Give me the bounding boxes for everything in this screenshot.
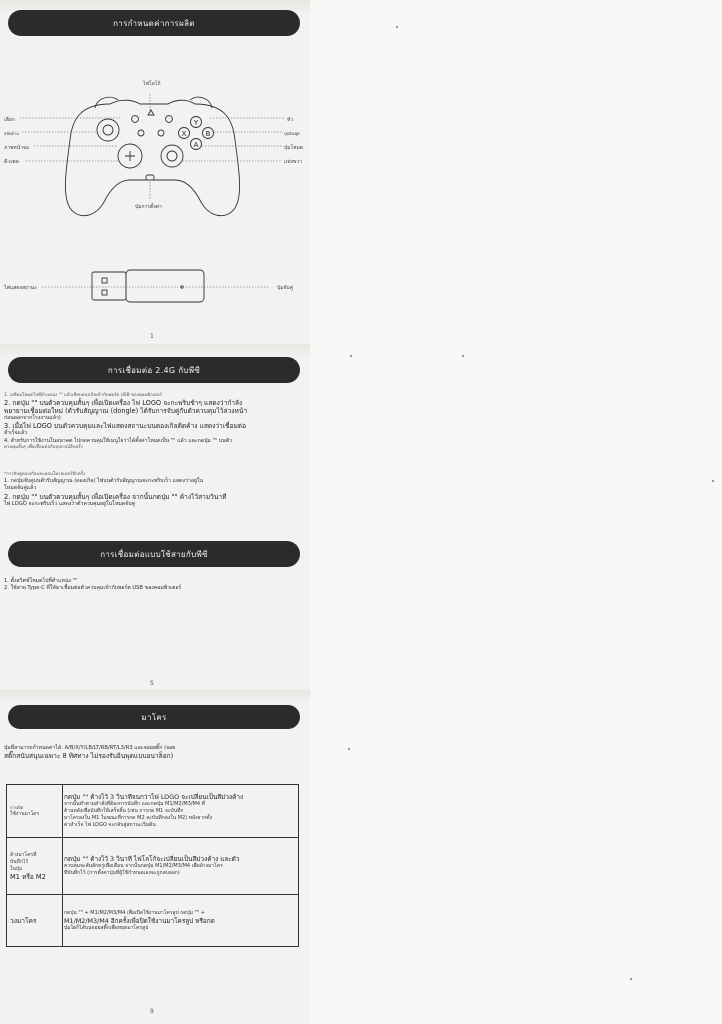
instruction-line: 4. สำหรับการใช้งานในอนาคต ไปกดควบคุมให้เมนูใจว่าได้ตั้งค่าโหมดเป็น "" แล้ว และกดปุ่ม "" บนตัว [4,437,233,444]
select-label: เลือก [4,117,15,123]
b-button[interactable]: B [205,130,211,138]
repair-line: ไฟ LOGO จะกะพริบเร็ว แสดงว่าตัวควบคุมอยู่ในโหมดจับคู่ [4,500,135,507]
repair-line: 1. กดปุ่มจับคู่บนตัวรับสัญญาณ (ดองเกิล) ไฟบนตัวรับสัญญาณจะกะพริบเร็ว แสดงว่าอยู่ใน [4,478,204,484]
scan-speck [462,355,464,357]
macro-table [6,784,299,947]
instruction-line: ก่อนออกจากโรงงานแล้ว) [4,415,61,421]
page-number: 9 [150,1008,154,1015]
input-button-label: ปุ่มอินพุต [284,131,300,136]
scan-speck [630,978,632,980]
repair-line: โหมดจับคู่แล้ว [4,485,37,492]
table-row [7,785,298,838]
section-title-production-config: การกำหนดค่าการผลิต [8,10,300,36]
pair-button-label: ปุ่มจับคู่ [277,285,293,291]
section-title-wired-pc: การเชื่อมต่อแบบใช้สายกับพีซี [8,541,300,567]
macro-intro [4,745,300,760]
scan-speck [396,26,398,28]
controller-diagram [0,70,310,300]
section2-repair [4,472,300,508]
instruction-line: 1. ตั้งสวิตช์โหมดไปที่ตำแหน่ง "" [4,578,78,584]
head-label: หัว [287,117,294,123]
section-title-macro: มาโคร [8,705,300,729]
page-fold [0,344,310,358]
settings-button-label: ปุ่มการตั้งค่า [135,204,162,210]
right-stick-label: แท่งขวา [284,159,302,165]
instruction-line: ควบคุมสั้นๆ เพื่อเชื่อมต่อกับอุปกรณ์อีกครั้ง [4,445,83,451]
table-row [7,895,298,946]
row-content: กดปุ่ม "" + M1/M2/M3/M4 เพื่อเปิดใช้งานมาโครลูป กดปุ่ม "" + M1/M2/M3/M4 อีกครั้งเพื่อปิดใช้งานมาโครลูป หรือกด ปุ่มใดก็ได้บนจอยสติ๊กเพื่อหยุดมาโครลูป [64,909,215,931]
table-row [7,838,298,895]
instruction-line: 2. ใช้สาย Type-C ที่ให้มาเชื่อมต่อตัวควบคุมเข้ากับพอร์ต USB ของคอมพิวเตอร์ [4,585,182,592]
repair-line: 2. กดปุ่ม "" บนตัวควบคุมสั้นๆ เพื่อเปิดเครื่อง จากนั้นกดปุ่ม "" ค้างไว้สามวินาที [4,492,227,501]
mode-button-label: ปุ่มโหมด [284,145,303,151]
row-content: กดปุ่ม "" ค้างไว้ 3 วินาทีจนกว่าไฟ LOGO จะเปลี่ยนเป็นสีม่วงค้าง จากนั้นทำตามคำสั่งที่ต้องการบันทึก และกดปุ่ม M1/M2/M3/M4 ที่ ด้านหลังเพื่อบันทึกให้เสร็จสิ้น (เช่น การกด M1 จะบันทึก มาโครลงใน M1 ในขณะที่การกด M2 จะบันทึกลงใน M2) หลังจากตั้ง ค่าสำเร็จ ไฟ LOGO จะกลับสู่สถานะเริ่มต้น [64,793,244,828]
macro-intro-line: สติ๊กสนับสนุนเฉพาะ 8 ทิศทาง ไม่รองรับอินพุตแบบอนาล็อก) [4,752,174,761]
scan-speck [712,480,714,482]
scan-speck [348,748,350,750]
scan-speck [350,355,352,357]
row-header: ล้างมาโครที่ บันทึกไว้ ในปุ่ม M1 หรือ M2 [7,838,63,894]
row-header: วงมาโคร [7,895,63,946]
page-number: 5 [150,680,154,687]
a-button[interactable]: A [193,141,199,149]
section3-instructions [4,578,300,593]
repair-subhead: *การจับคู่ดองเกิลและคอนโทรลเลอร์อีกครั้ง [4,472,86,477]
instruction-line: สำเร็จแล้ว [4,430,28,437]
section-title-24g-pc: การเชื่อมต่อ 2.4G กับพีซี [8,357,300,383]
instruction-line: พยายามเชื่อมต่อใหม่ (ตัวรับสัญญาณ (dongle) ได้รับการจับคู่กับตัวควบคุมไว้ล่วงหน้า [4,407,248,415]
y-button[interactable]: Y [193,119,199,127]
macro-intro-line: ปุ่มที่สามารถกำหนดค่าได้: A/B/X/Y/LB/LT/RB/RT/L3/R3 และจอยสติ๊ก (จอย [4,745,176,751]
instruction-line: 3. เมื่อไฟ LOGO บนตัวควบคุมและไฟแสดงสถานะบนดองเกิลติดค้าง แสดงว่าเชื่อมต่อ [4,422,247,431]
screenshot-label: ภาพหน้าจอ [4,145,29,151]
status-light-label: ไฟแสดงสถานะ [4,285,38,291]
blank-page [310,0,722,1024]
swap-label: สลับด้าม [4,131,19,136]
instruction-line: 2. กดปุ่ม "" บนตัวควบคุมสั้นๆ เพื่อเปิดเครื่อง ไฟ LOGO จะกะพริบช้าๆ แสดงว่ากำลัง [4,399,243,407]
dpad-label: ดี-แพด [4,159,19,165]
manual-page [0,0,310,1024]
logo-light-label: ไฟโลโก้ [143,81,161,87]
row-header: การเปิด ใช้งานมาโคร [7,785,63,837]
page-fold [0,690,310,704]
dongle-diagram [0,268,310,308]
row-content: กดปุ่ม "" ค้างไว้ 3 วินาที ไฟโลโก้จะเปลี่ยนเป็นสีม่วงค้าง และตัว ควบคุมจะสั่นสักครู่เพื่อเตือน จากนั้นกดปุ่ม M1/M2/M3/M4 เพื่อล้างมาโคร ที่บันทึกไว้ (การตั้งค่าปุ่มที่ผู้ใช้กำหนดเองจะถูกลบออก) [64,855,240,876]
page-number: 1 [150,333,154,340]
x-button[interactable]: X [181,130,187,138]
instruction-line: 1. เปลี่ยนโหมดไปที่ตำแหน่ง "" แล้วเสียบดองเกิลเข้ากับพอร์ต USB ของคอมพิวเตอร์ [4,393,162,398]
section2-instructions [4,393,300,451]
